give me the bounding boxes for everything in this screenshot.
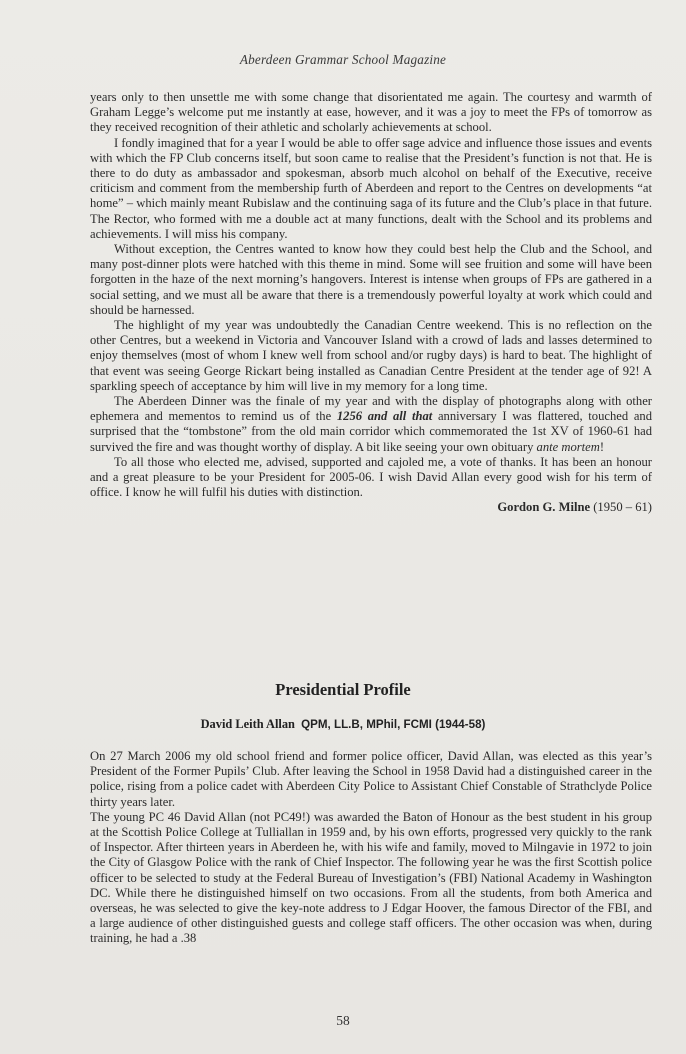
subject-qualifications: QPM, LL.B, MPhil, FCMI (1944-58): [301, 718, 486, 731]
paragraph: The young PC 46 David Allan (not PC49!) was awarded the Baton of Honour as the best student in his group at the Scottish Police College at Tulliallan in 1959 and, by his own efforts, progressed very quickly to the rank of Inspector. After thirteen years in Aberdeen he, with his wife and family, moved to Milngavie in 1972 to join the City of Glasgow Police with the rank of Chief Inspector. The following year he was the first Scottish police officer to be selected to study at the Federal Bureau of Investigation’s (FBI) National Academy in Washington DC. While there he distinguished himself on two occasions. From all the students, from both America and overseas, he was selected to give the key-note address to J Edgar Hoover, the famous Director of the FBI, and a large audience of other distinguished guests and college staff officers. The other occasion was when, during training, he had a .38: [90, 809, 652, 946]
paragraph: On 27 March 2006 my old school friend and former police officer, David Allan, was elected as this year’s President of the Former Pupils’ Club. After leaving the School in 1958 David had a distinguished career in the police, rising from a police cadet with Aberdeen City Police to Assistant Chief Constable of Strathclyde Police thirty years later.: [90, 749, 652, 809]
profile-body: [90, 749, 652, 947]
paragraph-text: !: [599, 439, 605, 454]
page-number: 58: [336, 1013, 350, 1028]
paragraph: Without exception, the Centres wanted to know how they could best help the Club and the School, and many post-dinner plots were hatched with this theme in mind. Some will see fruition and some will have been forgotten in the haze of the next morning’s hangovers. Interest is intense when groups of FPs are gathered in a social setting, and we must all be aware that there is a tremendously powerful loyalty at work which could and should be harnessed.: [90, 242, 652, 317]
paragraph: To all those who elected me, advised, supported and cajoled me, a vote of thanks. It has been an honour and a great pleasure to be your President for 2005-06. I wish David Allan every good wish for his term of office. I know he will fulfil his duties with distinction.: [90, 454, 652, 500]
author-years: (1950 – 61): [593, 500, 652, 515]
author-name: Gordon G. Milne: [497, 500, 591, 515]
emphasis-text: 1256 and all that: [336, 409, 433, 424]
article-body: [90, 90, 652, 516]
running-header: Aberdeen Grammar School Magazine: [239, 52, 447, 67]
paragraph-text: The Aberdeen Dinner was the finale of my year and with the display of photographs along with other ephemera and mementos to remind us of the: [90, 394, 652, 424]
paragraph: The highlight of my year was undoubtedly the Canadian Centre weekend. This is no reflection on the other Centres, but a weekend in Victoria and Vancouver Island with a crowd of lads and lasses determined to enjoy themselves (most of whom I knew well from school and/or rugby days) is hard to beat. The highlight of that event was seeing George Rickart being installed as Canadian Centre President at the tender age of 92! A sparkling speech of acceptance by him will live in my memory for a long time.: [90, 318, 652, 393]
section-title: Presidential Profile: [275, 680, 411, 699]
paragraph-text: anniversary I was flattered, touched and surprised that the “tombstone” from the old main corridor which commemorated the 1st XV of 1960-61 had survived the fire and was thought worthy of display. A bit like seeing your own obituary: [90, 409, 653, 454]
paragraph: I fondly imagined that for a year I would be able to offer sage advice and influence those issues and events with which the FP Club concerns itself, but soon came to realise that the President’s function is not that. He is there to do duty as ambassador and spokesman, absorb much alcohol on behalf of the Executive, receive criticism and comment from the membership furth of Aberdeen and report to the Centres on developments “at home” – which mainly meant Rubislaw and the continuing saga of its future and the Club’s place in that future. The Rector, who formed with me a double act at many functions, dealt with the School and its problems and achievements. I will miss his company.: [90, 135, 652, 241]
paragraph: [90, 394, 652, 455]
italic-text: ante mortem: [536, 439, 600, 454]
paragraph: years only to then unsettle me with some change that disorientated me again. The courtesy and warmth of Graham Legge’s welcome put me instantly at ease, however, and it was a joy to meet the FPs of tomorrow as they received recognition of their athletic and scholarly achievements at school.: [90, 90, 652, 135]
profile-subtitle: [0, 717, 686, 732]
author-signature: [90, 500, 652, 515]
subject-name: David Leith Allan: [200, 717, 295, 731]
